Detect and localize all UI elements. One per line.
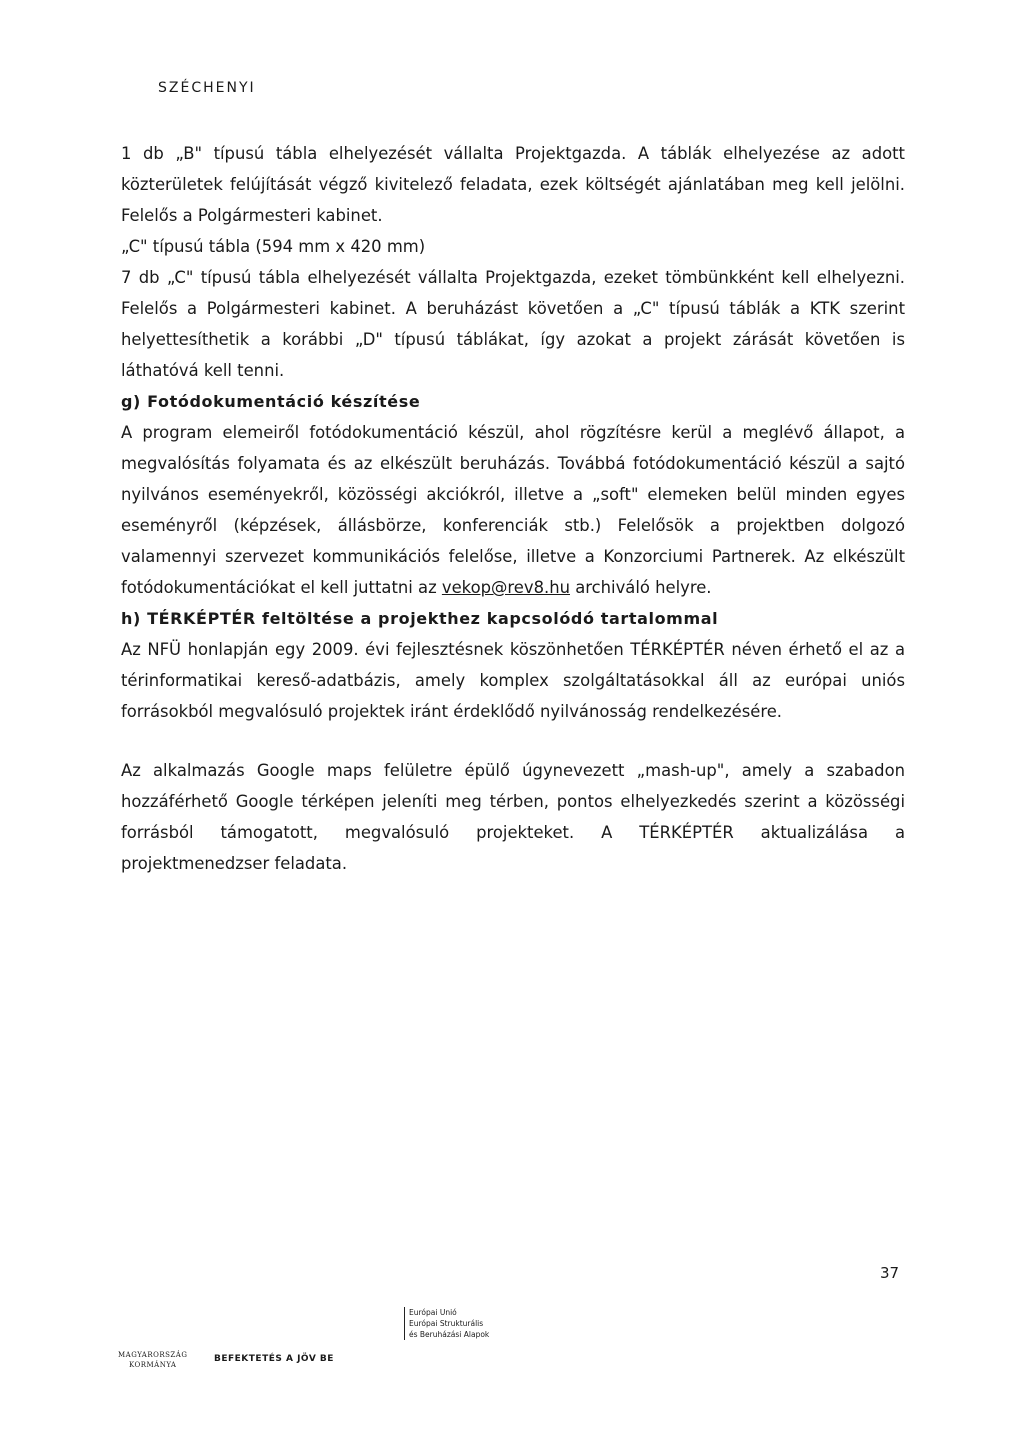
section-g-text-end: archiváló helyre. xyxy=(575,578,712,597)
eu-logo-line-3: és Beruházási Alapok xyxy=(409,1330,490,1339)
government-logo-line-2: KORMÁNYA xyxy=(128,1361,177,1369)
archive-email-link[interactable]: vekop@rev8.hu xyxy=(441,578,570,597)
paragraph-c-sign-placement: 7 db „C" típusú tábla elhelyezését vállalta Projektgazda, ezeket tömbünkként kell elhelyezni. Felelős a Polgármesteri kabinet. A beruházást követően a „C" típusú táblák a KTK szerint helyettesíthetik a korábbi „D" típusú táblákat, így azokat a projekt zárását követően is láthatóvá kell tenni. xyxy=(121,268,905,380)
section-g-paragraph xyxy=(121,417,905,603)
page-number: 37 xyxy=(880,1264,900,1282)
footer-slogan: BEFEKTETÉS A JÖV BE xyxy=(214,1354,334,1364)
section-h-paragraph-1: Az NFÜ honlapján egy 2009. évi fejlesztésnek köszönhetően TÉRKÉPTÉR néven érhető el az a térinformatikai kereső-adatbázis, amely komplex szolgáltatásokkal áll az európai uniós forrásokból megvalósuló projektek iránt érdeklődő nyilvánosság rendelkezésére. xyxy=(121,640,905,721)
section-g-text: A program elemeiről fotódokumentáció készül, ahol rögzítésre kerül a meglévő állapot, a megvalósítás folyamata és az elkészült beruházás. Továbbá fotódokumentáció készül a sajtó nyilvános eseményekről, közösségi akciókról, illetve a „soft" elemeken belül minden egyes eseményről (képzések, állásbörze, konferenciák stb.) Felelősök a projektben dolgozó valamennyi szervezet kommunikációs felelőse, illetve a Konzorciumi Partnerek. Az elkészült fotódokumentációkat el kell juttatni az xyxy=(121,423,905,597)
document-body xyxy=(121,138,905,879)
section-h-paragraph-2: Az alkalmazás Google maps felületre épülő úgynevezett „mash-up", amely a szabadon hozzáférhető Google térképen jeleníti meg térben, pontos elhelyezkedés szerint a közösségi forrásból támogatott, megvalósuló projekteket. A TÉRKÉPTÉR aktualizálása a projektmenedzser feladata. xyxy=(121,761,905,873)
eu-logo-line-2: Európai Strukturális xyxy=(409,1319,484,1328)
section-h-heading: h) TÉRKÉPTÉR feltöltése a projekthez kapcsolódó tartalommal xyxy=(121,609,719,628)
government-logo-line-1: MAGYARORSZÁG xyxy=(118,1351,188,1359)
paragraph-b-sign: 1 db „B" típusú tábla elhelyezését vállalta Projektgazda. A táblák elhelyezése az adott közterületek felújítását végző kivitelező feladata, ezek költségét ajánlatában meg kell jelölni. Felelős a Polgármesteri kabinet. xyxy=(121,144,905,225)
government-logo xyxy=(118,1350,187,1370)
header-brand: SZÉCHENYI xyxy=(158,80,256,96)
paragraph-c-sign-size: „C" típusú tábla (594 mm x 420 mm) xyxy=(121,237,426,256)
eu-logo-line-1: Európai Unió xyxy=(409,1308,457,1317)
eu-funds-logo xyxy=(404,1307,489,1340)
section-g-heading: g) Fotódokumentáció készítése xyxy=(121,392,421,411)
